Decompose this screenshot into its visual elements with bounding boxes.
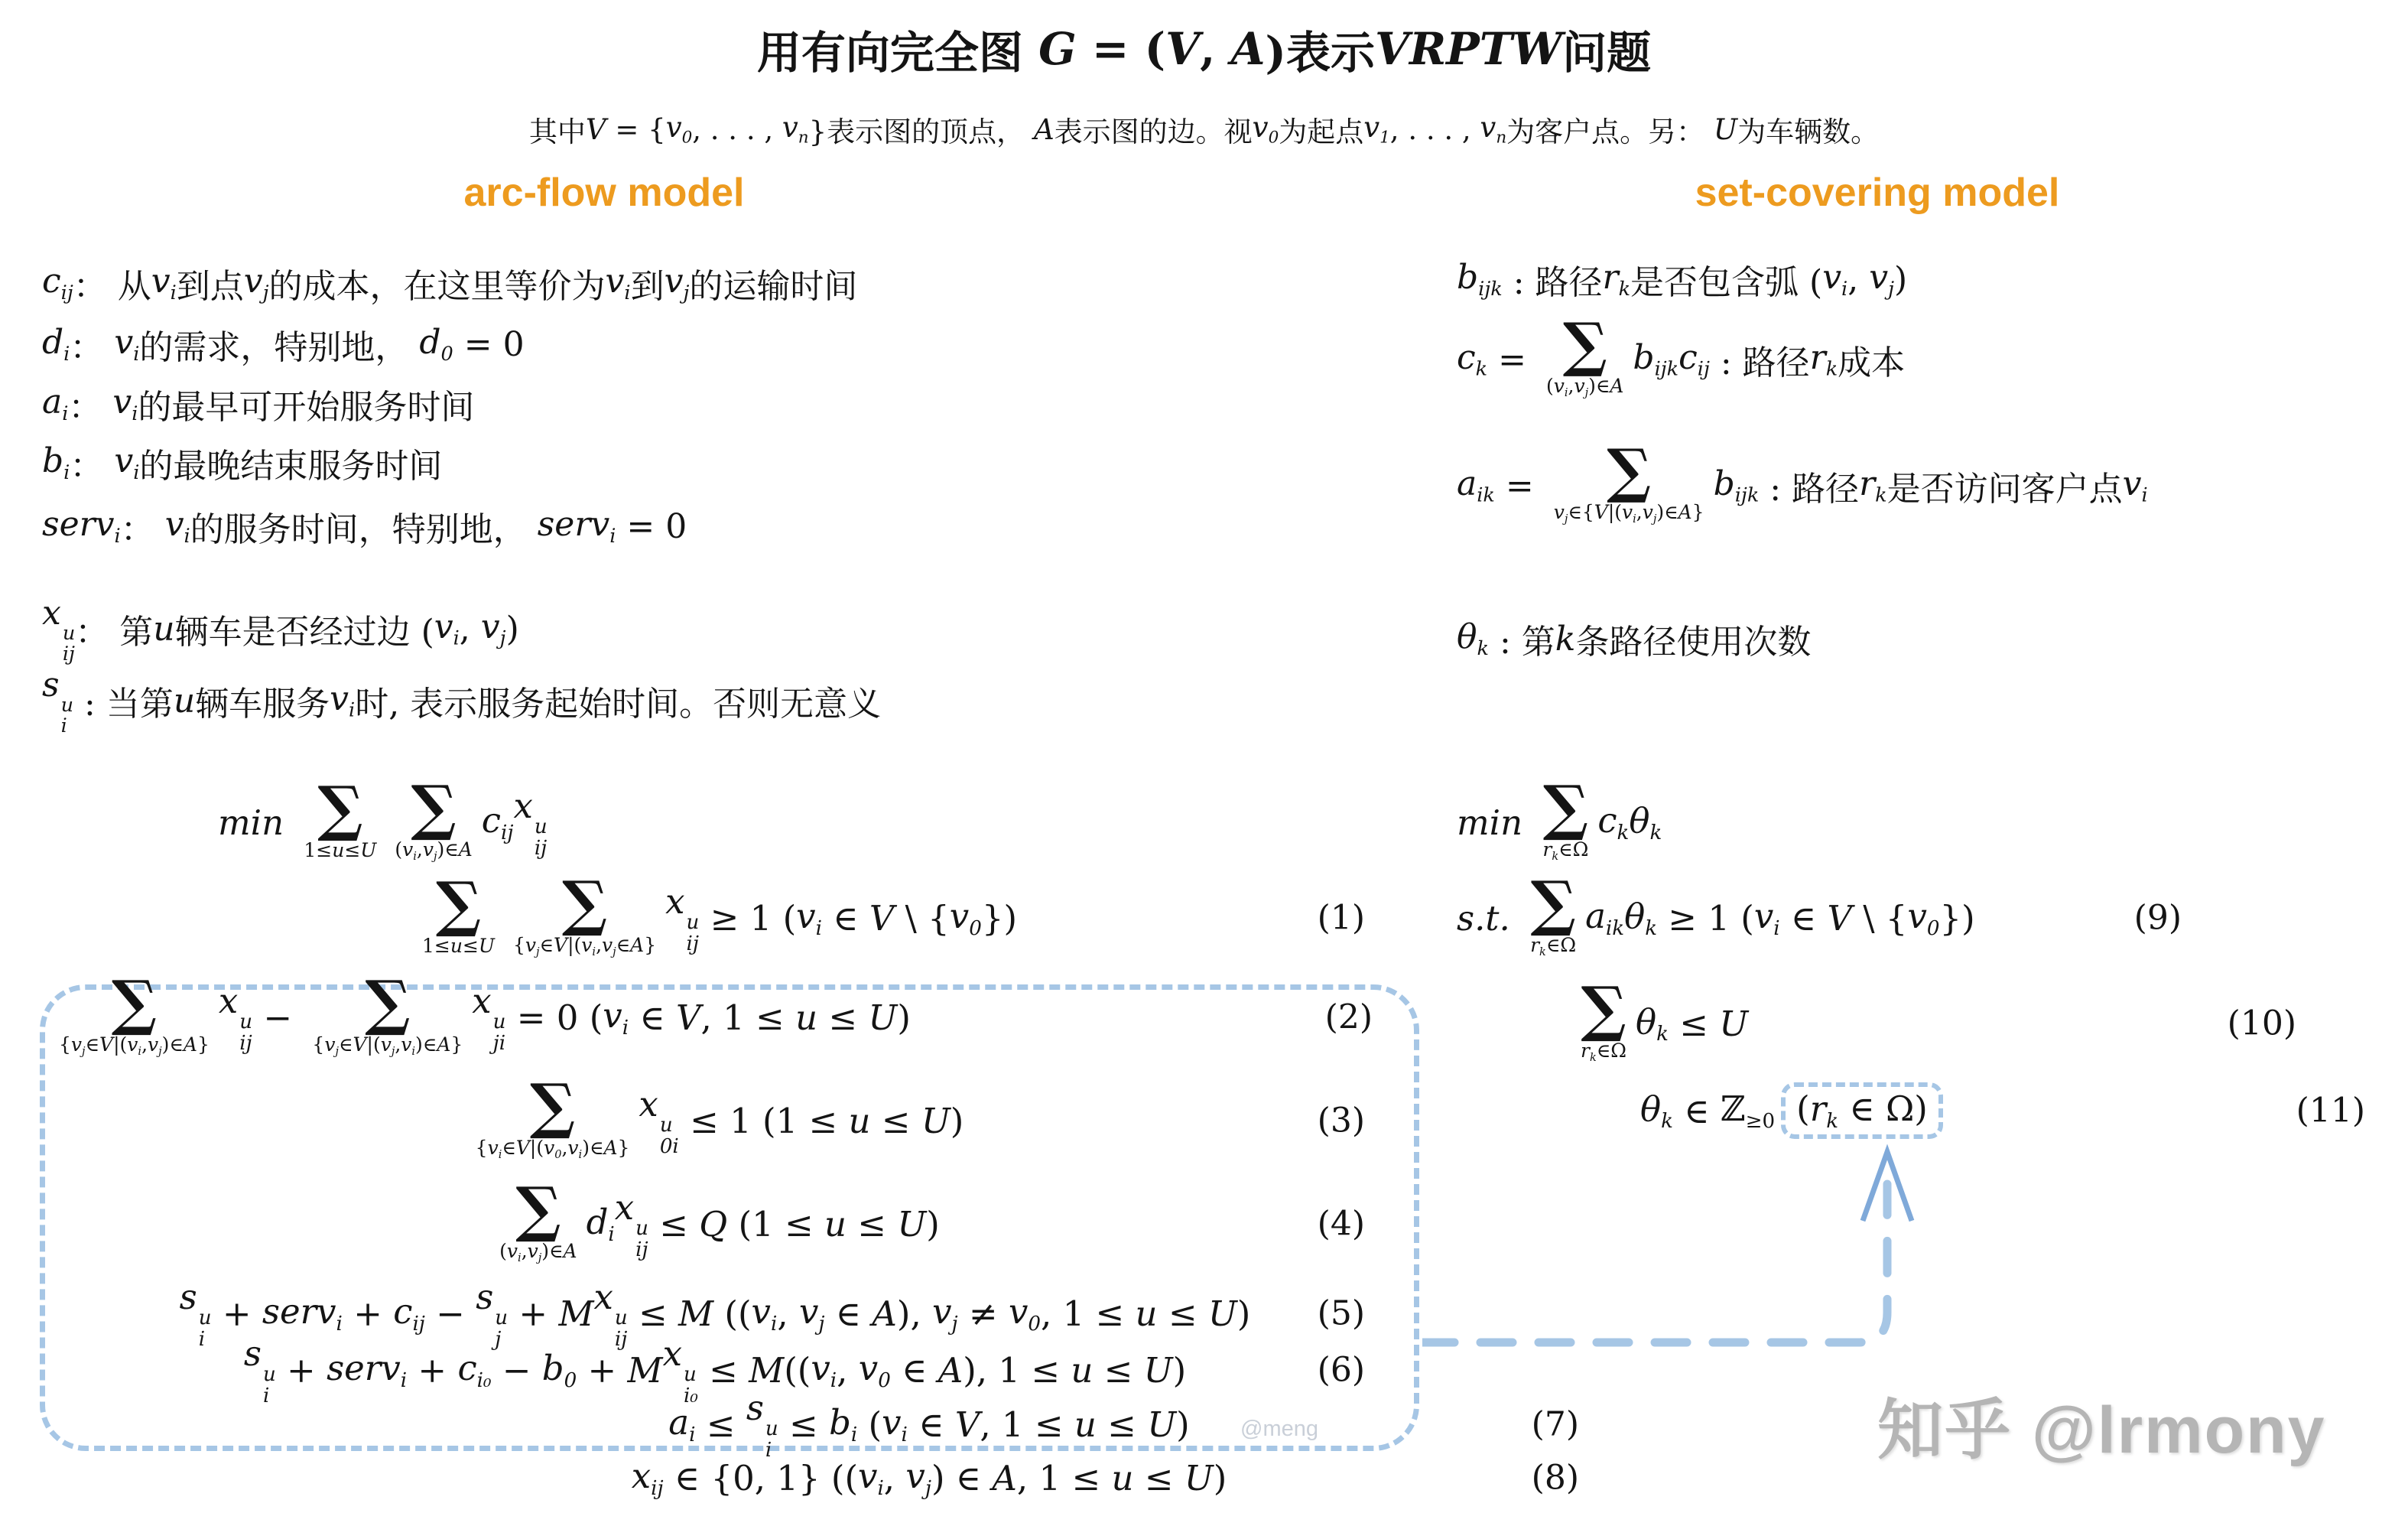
- def-cij: $c_{ij}$ ： 从 $v_i$ 到点 $v_j$ 的成本，在这里等价为 $v_i$ 到 $v_j$ 的运输时间: [42, 262, 858, 306]
- page-title: 用有向完全图 G = ( V , A )表示 VRPTW 问题: [756, 23, 1652, 79]
- equation-6: (6) s u i + serv$_i$ + $c_{i_0}$ − $b_0$ + M x u i₀ ≤ M (( $v_i$ , $v_0$ ∈ A ), 1 ≤ u ≤ U ): [243, 1332, 1365, 1407]
- equation-number-7: (7): [1531, 1404, 1579, 1444]
- equation-9: (9) s.t. ∑ $r_k\in\Omega$ $a_{ik}$ $\theta_k$ ≥ 1 ( $v_i$ ∈ V \ { $v_0$ }): [1457, 867, 2182, 958]
- def-di: $d_i$ ： $v_i$ 的需求，特别地， $d_0$ = 0: [42, 323, 525, 367]
- connector-arrow: [1422, 1140, 1958, 1384]
- equation-number-1: (1): [1317, 898, 1365, 938]
- equation-number-5: (5): [1317, 1293, 1365, 1333]
- equation-number-9: (9): [2133, 898, 2182, 938]
- setcovering-objective: min ∑ $r_k\in\Omega$ $c_k$ $\theta_k$: [1457, 771, 1662, 863]
- equation-number-3: (3): [1317, 1101, 1365, 1140]
- def-su-i: s u i : 当第 u 辆车服务 $v_i$ 时, 表示服务起始时间。否则无意义: [42, 665, 882, 737]
- equation-5: (5) s u i + serv$_i$ + $c_{ij}$ − s u j + M x u ij ≤ M (( $v_i$ , $v_j$ ∈ A ), $v_j$ ≠ $v_0$ , 1 ≤ u ≤ U ): [179, 1276, 1365, 1351]
- equation-3: (3) ∑ $\{v_i\in V|(v_0,v_i)\in A\}$ x u 0i ≤ 1 (1 ≤ u ≤ U ): [475, 1069, 1365, 1161]
- def-ai: $a_i$ ： $v_i$ 的最早可开始服务时间: [42, 382, 475, 427]
- equation-8: (8) $x_{ij}$ ∈ {0, 1} (( $v_i$ , $v_j$ ) ∈ A , 1 ≤ u ≤ U ): [631, 1455, 1579, 1501]
- connector-dashed-line: [1422, 1184, 1887, 1342]
- equation-number-11: (11): [2296, 1091, 2365, 1131]
- def-xu-ij: x u ij ： 第 u 辆车是否经过边 ( $v_i$ , $v_j$ ): [42, 593, 519, 665]
- equation-7: (7) $a_i$ ≤ s u i ≤ $b_i$ ( $v_i$ ∈ V , 1 ≤ u ≤ U ): [668, 1387, 1579, 1462]
- def-servi: serv$_i$ ： $v_i$ 的服务时间，特别地， serv$_i$ = 0: [42, 505, 687, 549]
- equation-2: (2) ∑ $\{v_j\in V|(v_i,v_j)\in A\}$ x u ij − ∑ $\{v_j\in V|(v_j,v_i)\in A\}$ x u ji = 0 ( $v_i$ ∈ V , 1 ≤ u ≤ U ): [59, 966, 1373, 1058]
- arcflow-objective: min ∑ 1≤u≤U ∑ $(v_i,v_j)\in A$ $c_{ij}$ x u ij: [218, 771, 548, 863]
- arc-flow-model-header: arc-flow model: [463, 171, 745, 215]
- equation-number-10: (10): [2227, 1004, 2296, 1043]
- equation-1: (1) ∑ 1≤u≤U ∑ {$v_j\in V|(v_i,v_j\in A\}$ x u ij ≥ 1 ( $v_i$ ∈ V \ { $v_0$ }): [422, 867, 1365, 958]
- equation-10: (10) ∑ $r_k\in\Omega$ $\theta_k$ ≤ U: [1581, 972, 2296, 1064]
- equation-number-6: (6): [1317, 1350, 1365, 1390]
- equation-number-2: (2): [1324, 997, 1373, 1037]
- equation-number-4: (4): [1317, 1204, 1365, 1244]
- equation-number-8: (8): [1531, 1458, 1579, 1498]
- watermark-small: @meng: [1240, 1417, 1318, 1441]
- def-thetak: $\theta_k$ : 第 k 条路径使用次数: [1457, 617, 1812, 662]
- def-aik: $a_{ik}$ = ∑ $v_j\in\{V|(v_i,v_j)\in A\}$ $b_{ijk}$ : 路径 $r_k$ 是否访问客户点 $v_i$: [1457, 436, 2148, 526]
- watermark-zhihu: 知乎 @lrmony: [1877, 1394, 2326, 1467]
- set-covering-model-header: set-covering model: [1695, 171, 2060, 215]
- equation-4: (4) ∑ $(v_i,v_j)\in A$ $d_i$ x u ij ≤ Q (1 ≤ u ≤ U ): [499, 1173, 1365, 1264]
- def-ck: $c_k$ = ∑ $(v_i,v_j)\in A$ $b_{ijk}$ $c_{ij}$ : 路径 $r_k$ 成本: [1457, 310, 1906, 400]
- def-bi: $b_i$ ： $v_i$ 的最晚结束服务时间: [42, 441, 443, 486]
- page-subtitle: 其中 V = { $v_0$ , . . . , $v_n$ }表示图的顶点， A 表示图的边。视 $v_0$ 为起点 $v_1$ , . . . , $v_n$ 为客户点。另： U 为车辆数。: [528, 111, 1880, 148]
- equation-11: (11) $\theta_k$ ∈ ℤ$_{\ge 0}$ ($r_k$ ∈ Ω): [1457, 1082, 2374, 1139]
- def-bijk: $b_{ijk}$ : 路径 $r_k$ 是否包含弧 ( $v_i$ , $v_j$ ): [1457, 258, 1908, 302]
